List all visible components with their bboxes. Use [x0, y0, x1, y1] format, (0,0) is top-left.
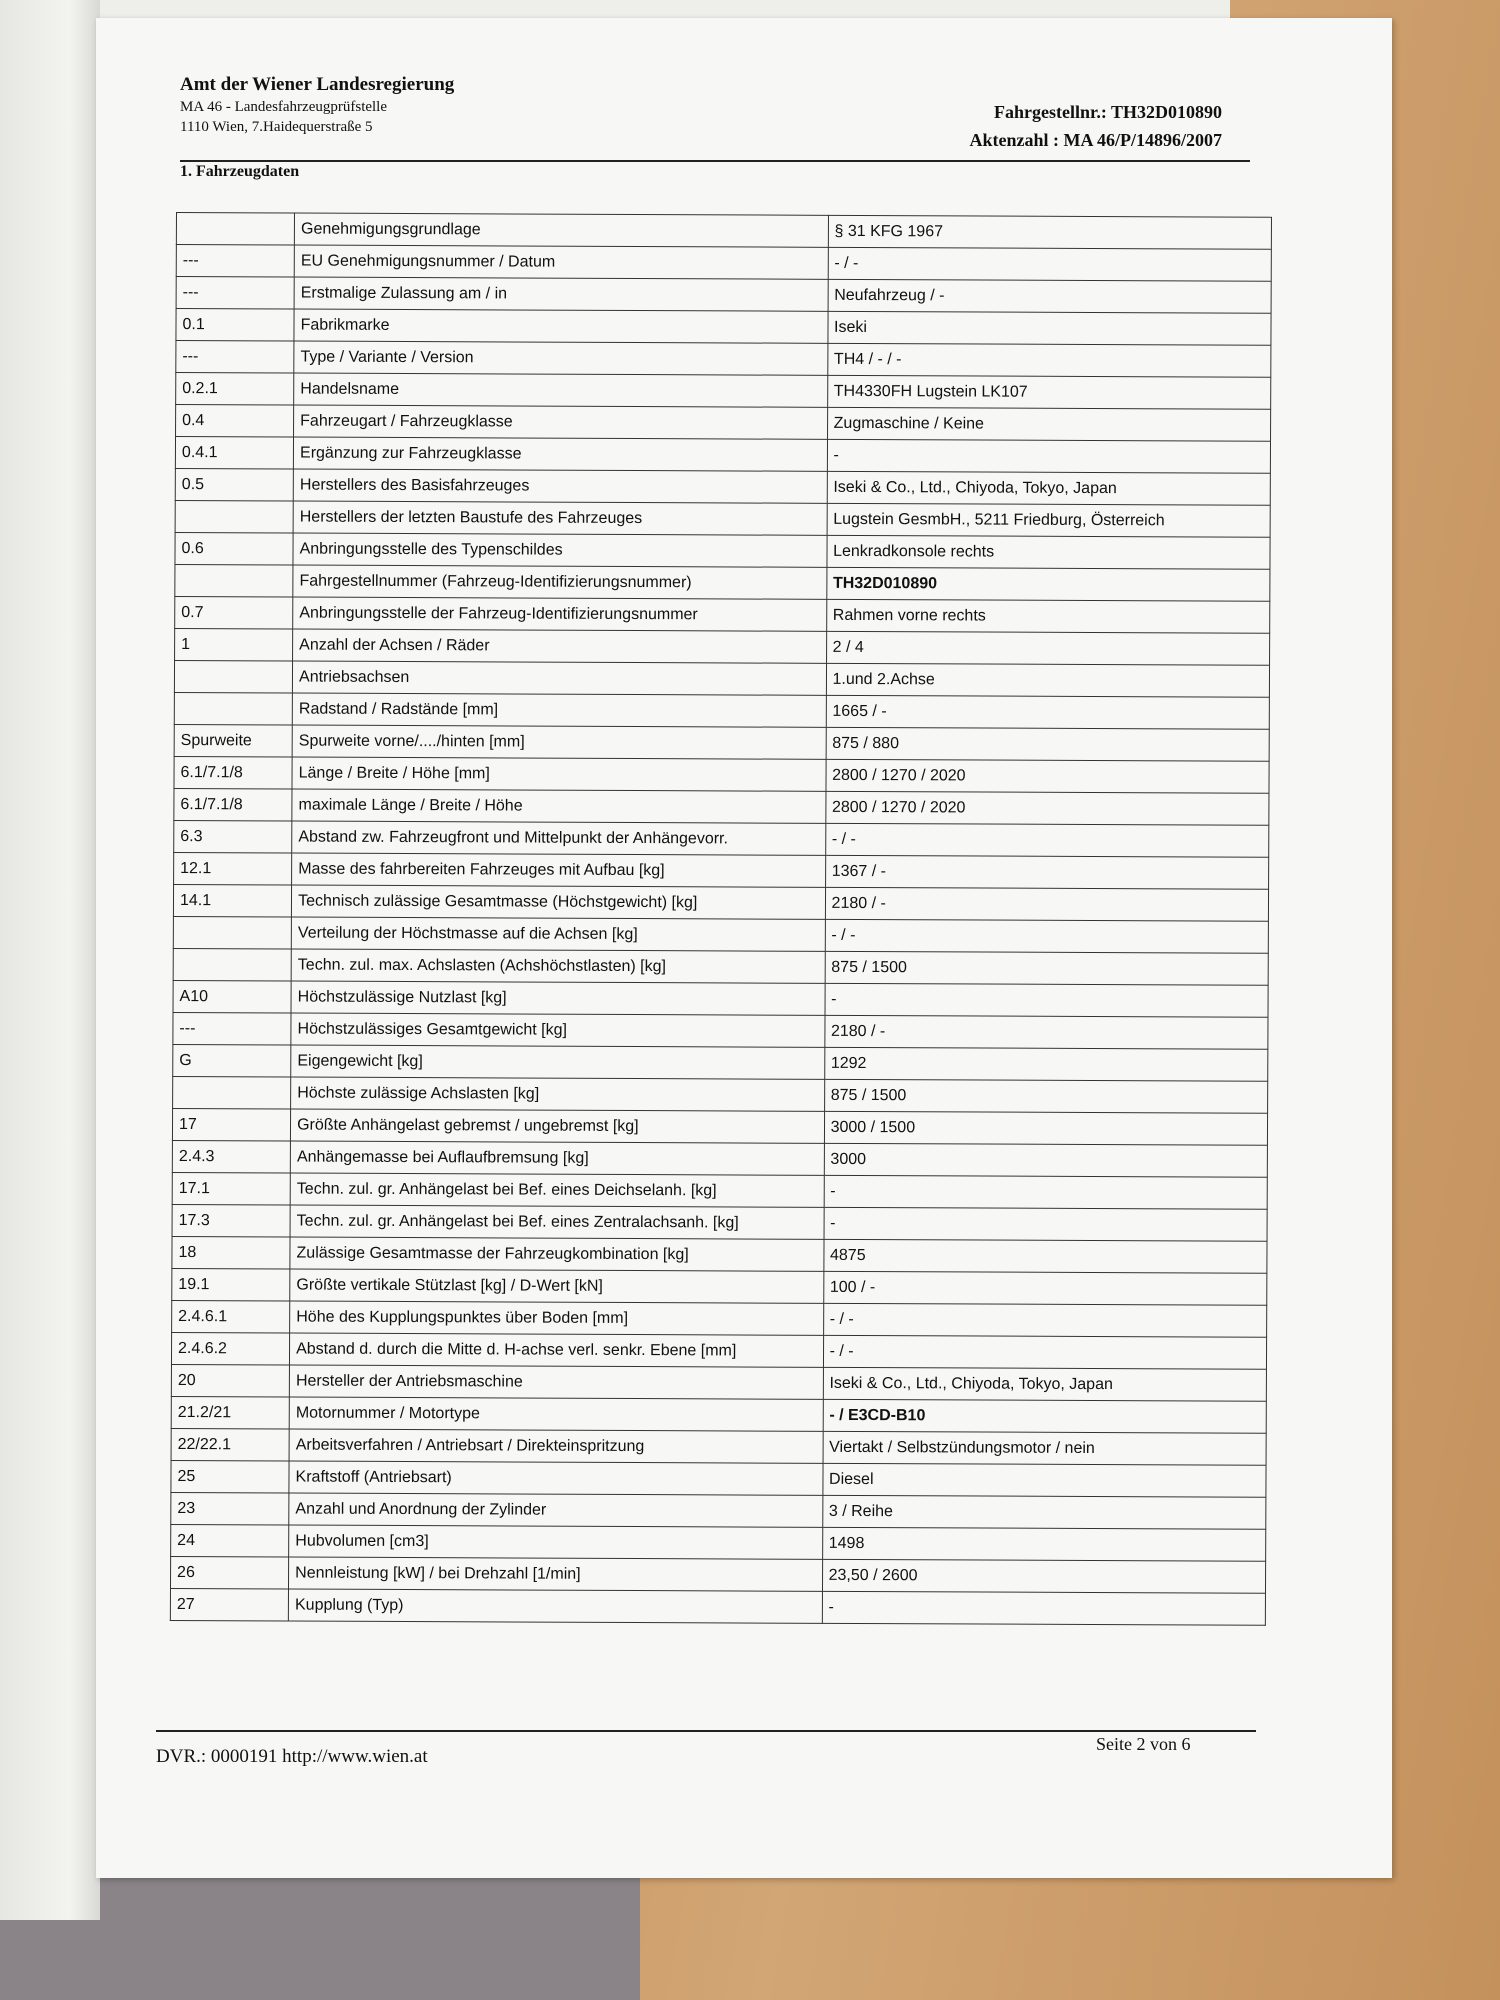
- row-label: Herstellers des Basisfahrzeuges: [293, 469, 827, 503]
- vehicle-data-rows: [170, 213, 1271, 1626]
- table-row: [172, 1108, 1267, 1145]
- row-code: [173, 948, 291, 981]
- table-row: [176, 373, 1271, 410]
- row-label: Höchstzulässiges Gesamtgewicht [kg]: [291, 1013, 825, 1047]
- row-value: 3000: [824, 1143, 1268, 1177]
- row-code: 17: [172, 1108, 290, 1141]
- table-row: [174, 788, 1269, 825]
- row-code: 17.3: [172, 1204, 290, 1237]
- row-label: Erstmalige Zulassung am / in: [294, 277, 828, 311]
- row-label: Hersteller der Antriebsmaschine: [289, 1365, 823, 1399]
- row-value: 3000 / 1500: [824, 1111, 1268, 1145]
- row-value: TH4 / - / -: [827, 343, 1271, 377]
- row-code: 0.4: [176, 405, 294, 438]
- row-value: 1665 / -: [826, 695, 1270, 729]
- row-label: Anhängemasse bei Auflaufbremsung [kg]: [290, 1141, 824, 1175]
- left-page: [0, 0, 100, 1920]
- row-value: 2800 / 1270 / 2020: [826, 759, 1270, 793]
- row-code: ---: [173, 1012, 291, 1045]
- row-label: Genehmigungsgrundlage: [294, 213, 828, 247]
- row-value: Diesel: [822, 1463, 1266, 1497]
- row-label: Kraftstoff (Antriebsart): [289, 1461, 823, 1495]
- row-code: 0.1: [176, 309, 294, 342]
- row-code: Spurweite: [174, 724, 292, 757]
- row-value: - / -: [825, 823, 1269, 857]
- row-code: 21.2/21: [171, 1396, 289, 1429]
- row-value: -: [827, 439, 1271, 473]
- table-row: [171, 1524, 1266, 1561]
- table-row: [172, 1140, 1267, 1177]
- row-label: Spurweite vorne/..../hinten [mm]: [292, 725, 826, 759]
- footer-rule: [156, 1730, 1256, 1732]
- row-value: Lenkradkonsole rechts: [827, 535, 1271, 569]
- row-label: Technisch zulässige Gesamtmasse (Höchstgewicht) [kg]: [292, 885, 826, 919]
- row-value: Neufahrzeug / -: [828, 279, 1272, 313]
- row-code: [173, 1076, 291, 1109]
- row-label: Masse des fahrbereiten Fahrzeuges mit Aufbau [kg]: [292, 853, 826, 887]
- table-row: [175, 500, 1270, 537]
- row-label: Anbringungsstelle des Typenschildes: [293, 533, 827, 567]
- row-code: 2.4.3: [172, 1140, 290, 1173]
- table-row: [173, 884, 1268, 921]
- row-code: 6.1/7.1/8: [174, 756, 292, 789]
- table-row: [170, 1556, 1265, 1593]
- row-label: Anzahl und Anordnung der Zylinder: [289, 1493, 823, 1527]
- table-row: [171, 1364, 1266, 1401]
- row-label: Fabrikmarke: [294, 309, 828, 343]
- row-value: 875 / 880: [826, 727, 1270, 761]
- table-row: [171, 1332, 1266, 1369]
- row-label: Ergänzung zur Fahrzeugklasse: [293, 437, 827, 471]
- row-code: 24: [171, 1524, 289, 1557]
- row-value: 2 / 4: [826, 631, 1270, 665]
- row-label: Nennleistung [kW] / bei Drehzahl [1/min]: [289, 1557, 823, 1591]
- vehicle-data-table: [170, 212, 1272, 1626]
- row-value: 2800 / 1270 / 2020: [825, 791, 1269, 825]
- table-row: [176, 277, 1271, 314]
- row-code: 26: [170, 1556, 288, 1589]
- row-label: maximale Länge / Breite / Höhe: [292, 789, 826, 823]
- row-value: -: [825, 983, 1269, 1017]
- header-rule: [180, 160, 1250, 162]
- row-label: Anzahl der Achsen / Räder: [293, 629, 827, 663]
- footer-page-number: Seite 2 von 6: [1096, 1734, 1191, 1754]
- footer-dvr: DVR.: 0000191 http://www.wien.at: [156, 1746, 428, 1767]
- address: 1110 Wien, 7.Haidequerstraße 5: [180, 119, 373, 135]
- row-code: 0.7: [175, 596, 293, 629]
- row-code: 1: [175, 628, 293, 661]
- row-label: Kupplung (Typ): [288, 1589, 822, 1623]
- header-address-block: [180, 74, 454, 136]
- table-row: [172, 1268, 1267, 1305]
- row-label: Type / Variante / Version: [294, 341, 828, 375]
- row-value: 875 / 1500: [825, 951, 1269, 985]
- row-label: Höchste zulässige Achslasten [kg]: [291, 1077, 825, 1111]
- row-label: Motornummer / Motortype: [289, 1397, 823, 1431]
- row-label: Länge / Breite / Höhe [mm]: [292, 757, 826, 791]
- row-code: 0.5: [175, 468, 293, 501]
- row-label: Höchstzulässige Nutzlast [kg]: [291, 981, 825, 1015]
- row-label: Abstand zw. Fahrzeugfront und Mittelpunkt der Anhängevorr.: [292, 821, 826, 855]
- table-row: [175, 532, 1270, 569]
- row-label: Hubvolumen [cm3]: [289, 1525, 823, 1559]
- row-label: Herstellers der letzten Baustufe des Fahrzeuges: [293, 501, 827, 535]
- row-code: 23: [171, 1492, 289, 1525]
- table-row: [175, 596, 1270, 633]
- section-title: 1. Fahrzeugdaten: [180, 163, 300, 180]
- table-row: [174, 660, 1269, 697]
- table-row: [171, 1460, 1266, 1497]
- row-value: 1367 / -: [825, 855, 1269, 889]
- row-value: 23,50 / 2600: [822, 1559, 1266, 1593]
- row-label: Größte vertikale Stützlast [kg] / D-Wert [kN]: [290, 1269, 824, 1303]
- row-label: Fahrgestellnummer (Fahrzeug-Identifizierungsnummer): [293, 565, 827, 599]
- row-value: Zugmaschine / Keine: [827, 407, 1271, 441]
- row-label: Anbringungsstelle der Fahrzeug-Identifizierungsnummer: [293, 597, 827, 631]
- row-label: Abstand d. durch die Mitte d. H-achse verl. senkr. Ebene [mm]: [290, 1333, 824, 1367]
- row-code: 14.1: [173, 884, 291, 917]
- row-code: ---: [176, 277, 294, 310]
- department: MA 46 - Landesfahrzeugprüfstelle: [180, 99, 388, 115]
- table-row: [174, 724, 1269, 761]
- row-code: 25: [171, 1460, 289, 1493]
- row-value: -: [824, 1207, 1268, 1241]
- table-row: [174, 692, 1269, 729]
- file-number: Aktenzahl : MA 46/P/14896/2007: [969, 130, 1222, 150]
- table-row: [171, 1396, 1266, 1433]
- row-label: Verteilung der Höchstmasse auf die Achsen [kg]: [291, 917, 825, 951]
- row-code: 2.4.6.1: [172, 1300, 290, 1333]
- table-row: [175, 564, 1270, 601]
- row-value: - / -: [823, 1303, 1267, 1337]
- table-row: [173, 1044, 1268, 1081]
- table-row: [173, 980, 1268, 1017]
- row-code: 0.6: [175, 532, 293, 565]
- table-row: [172, 1236, 1267, 1273]
- row-code: 6.1/7.1/8: [174, 788, 292, 821]
- header-reference-block: [970, 98, 1223, 154]
- table-row: [176, 405, 1271, 442]
- row-code: [174, 660, 292, 693]
- row-code: 22/22.1: [171, 1428, 289, 1461]
- row-code: 19.1: [172, 1268, 290, 1301]
- row-code: 12.1: [174, 852, 292, 885]
- row-code: ---: [176, 245, 294, 278]
- table-row: [172, 1172, 1267, 1209]
- row-label: Höhe des Kupplungspunktes über Boden [mm]: [290, 1301, 824, 1335]
- table-row: [174, 852, 1269, 889]
- row-label: Größte Anhängelast gebremst / ungebremst [kg]: [291, 1109, 825, 1143]
- table-row: [171, 1428, 1266, 1465]
- table-row: [172, 1204, 1267, 1241]
- row-code: [174, 692, 292, 725]
- table-row: [172, 1300, 1267, 1337]
- row-value: Iseki & Co., Ltd., Chiyoda, Tokyo, Japan: [827, 471, 1271, 505]
- table-row: [175, 437, 1270, 474]
- row-code: [173, 916, 291, 949]
- table-row: [173, 1012, 1268, 1049]
- table-row: [173, 948, 1268, 985]
- row-value: 2180 / -: [825, 887, 1269, 921]
- table-row: [173, 916, 1268, 953]
- table-row: [170, 1588, 1265, 1625]
- row-label: Handelsname: [294, 373, 828, 407]
- row-value: 1498: [822, 1527, 1266, 1561]
- row-code: 2.4.6.2: [171, 1332, 289, 1365]
- table-row: [176, 309, 1271, 346]
- row-value: Lugstein GesmbH., 5211 Friedburg, Österreich: [827, 503, 1271, 537]
- row-value: 100 / -: [823, 1271, 1267, 1305]
- table-row: [176, 341, 1271, 378]
- row-label: Antriebsachsen: [292, 661, 826, 695]
- row-value: - / -: [825, 919, 1269, 953]
- row-code: [175, 500, 293, 533]
- document-page: [96, 18, 1392, 1878]
- row-value: 4875: [823, 1239, 1267, 1273]
- row-code: [175, 564, 293, 597]
- table-row: [175, 628, 1270, 665]
- row-label: EU Genehmigungsnummer / Datum: [294, 245, 828, 279]
- table-row: [173, 1076, 1268, 1113]
- row-code: 0.2.1: [176, 373, 294, 406]
- row-value: 1.und 2.Achse: [826, 663, 1270, 697]
- row-label: Techn. zul. max. Achslasten (Achshöchstlasten) [kg]: [291, 949, 825, 983]
- row-label: Radstand / Radstände [mm]: [292, 693, 826, 727]
- row-code: [176, 213, 294, 246]
- row-label: Eigengewicht [kg]: [291, 1045, 825, 1079]
- row-code: G: [173, 1044, 291, 1077]
- row-label: Fahrzeugart / Fahrzeugklasse: [294, 405, 828, 439]
- row-value: 1292: [824, 1047, 1268, 1081]
- row-value: Viertakt / Selbstzündungsmotor / nein: [823, 1431, 1267, 1465]
- row-value: TH32D010890: [826, 567, 1270, 601]
- row-value: 3 / Reihe: [822, 1495, 1266, 1529]
- row-code: 17.1: [172, 1172, 290, 1205]
- row-code: A10: [173, 980, 291, 1013]
- row-label: Zulässige Gesamtmasse der Fahrzeugkombination [kg]: [290, 1237, 824, 1271]
- table-row: [174, 820, 1269, 857]
- row-code: 18: [172, 1236, 290, 1269]
- table-row: [174, 756, 1269, 793]
- row-code: 27: [170, 1588, 288, 1621]
- table-row: [176, 213, 1271, 250]
- table-row: [175, 468, 1270, 505]
- row-code: ---: [176, 341, 294, 374]
- row-value: TH4330FH Lugstein LK107: [827, 375, 1271, 409]
- table-row: [176, 245, 1271, 282]
- row-code: 0.4.1: [175, 437, 293, 470]
- row-value: Iseki: [828, 311, 1272, 345]
- row-code: 6.3: [174, 820, 292, 853]
- table-row: [171, 1492, 1266, 1529]
- org-name: Amt der Wiener Landesregierung: [180, 74, 455, 95]
- row-value: - / E3CD-B10: [823, 1399, 1267, 1433]
- row-code: 20: [171, 1364, 289, 1397]
- chassis-number: Fahrgestellnr.: TH32D010890: [994, 102, 1222, 122]
- row-value: 875 / 1500: [824, 1079, 1268, 1113]
- row-value: § 31 KFG 1967: [828, 215, 1272, 249]
- row-value: -: [824, 1175, 1268, 1209]
- row-value: 2180 / -: [824, 1015, 1268, 1049]
- row-value: -: [822, 1591, 1266, 1625]
- row-value: - / -: [828, 247, 1272, 281]
- row-label: Techn. zul. gr. Anhängelast bei Bef. eines Zentralachsanh. [kg]: [290, 1205, 824, 1239]
- row-label: Arbeitsverfahren / Antriebsart / Direkteinspritzung: [289, 1429, 823, 1463]
- row-value: - / -: [823, 1335, 1267, 1369]
- row-value: Iseki & Co., Ltd., Chiyoda, Tokyo, Japan: [823, 1367, 1267, 1401]
- row-value: Rahmen vorne rechts: [826, 599, 1270, 633]
- row-label: Techn. zul. gr. Anhängelast bei Bef. eines Deichselanh. [kg]: [290, 1173, 824, 1207]
